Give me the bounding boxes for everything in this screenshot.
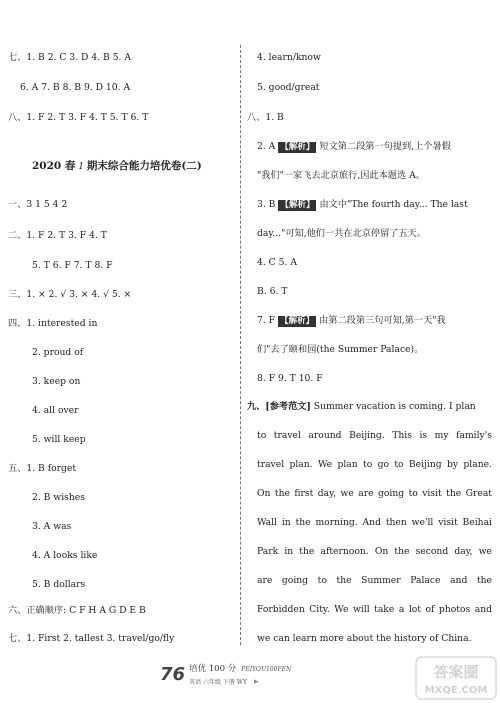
answer-line: 七、1. First 2. tallest 3. travel/go/fly [8,633,175,644]
explanation-line: day..."可知,他们一共在北京停留了五天。 [257,228,427,239]
handwritten-mark: 1 [75,162,87,172]
brand-name: 培优 100 分 [189,664,237,674]
essay-line: we can learn more about the history of China. [257,633,472,644]
essay-text: Summer vacation is coming. I plan [313,401,476,412]
analysis-tag: 【解析】 [280,316,315,326]
answer-line: 4. C 5. A [257,257,297,268]
answer-line: 8. F 9. T 10. F [257,373,323,384]
watermark-bottom: MXQE.COM [424,685,488,696]
book-subject: 英语 六年级 下册 WY [189,679,247,686]
answer-line: 6. A 7. B 8. B 9. D 10. A [20,82,131,93]
answer-line: 一、3 1 5 4 2 [8,199,68,210]
analysis-text: 由第二段第三句可知,第一天"我 [319,315,446,326]
essay-line: Forbidden City. We will take a lot of photos and [257,604,492,615]
answer-line: 4. all over [32,405,79,416]
brand-pinyin: PEIYOU100FEN [241,666,292,673]
essay-line: to travel around Beijing. This is my family's [257,430,492,441]
analysis-tag: 【解析】 [280,142,315,152]
explanation-line [257,141,451,153]
essay-line: Wall in the morning. And then we'll visit Beihai [257,517,492,528]
page-number: 76 [160,663,186,685]
model-essay-label: 九、[参考范文] [247,401,311,412]
page-footer [160,661,340,687]
answer-line: 4. learn/know [257,52,321,63]
answer-line: 七、1. B 2. C 3. D 4. B 5. A [8,52,132,63]
section-title-year: 2020 春 [32,160,76,172]
watermark-logo [414,655,498,701]
section-title [32,160,202,173]
question-number: 7. F [257,315,276,326]
analysis-text: 由文中"The fourth day... The last [319,199,468,210]
analysis-text: 短文第二段第一句提到,上个暑假 [319,141,451,152]
explanation-line: 们"去了颐和园(the Summer Palace)。 [257,344,424,355]
essay-line: travel plan. We plan to go to Beijing by plane. [257,459,492,470]
answer-line: 八、1. F 2. T 3. F 4. T 5. T 6. T [8,112,149,123]
answer-line: B. 6. T [257,286,288,297]
essay-line: On the first day, we are going to visit the Great [257,488,492,499]
essay-line [247,401,492,413]
answer-line: 2. B wishes [32,492,85,503]
answer-line: 3. keep on [32,376,81,387]
column-divider [240,45,241,645]
answer-line: 4. A looks like [32,550,98,561]
answer-line: 八、1. B [247,112,284,123]
answer-line: 2. proud of [32,347,84,358]
answer-line: 3. A was [32,521,72,532]
answer-line: 5. T 6. F 7. T 8. F [32,260,113,271]
answer-line: 5. will keep [32,434,86,445]
explanation-line [257,315,446,327]
answer-line: 六、正确顺序: C F H A G D E B [8,605,146,616]
section-title-text: 期末综合能力培优卷(二) [86,160,202,172]
explanation-line [257,199,468,211]
explanation-line: "我们"一家飞去北京旅行,因此本题选 A。 [257,170,425,181]
answer-line: 四、1. interested in [8,318,98,329]
answer-line: 三、1. × 2. √ 3. × 4. √ 5. × [8,289,132,300]
answer-line: 5. good/great [257,82,320,93]
essay-line: Park in the afternoon. On the second day, we [257,546,492,557]
answer-line: 二、1. F 2. T 3. F 4. T [8,230,107,241]
question-number: 2. A [257,141,276,152]
analysis-tag: 【解析】 [280,200,315,210]
footer-branding [189,661,291,687]
answer-line: 5. B dollars [32,579,86,590]
answer-line: 五、1. B forget [8,463,77,474]
watermark-top: 答案圈 [433,663,479,681]
arrow-icon: ▸ [254,677,259,687]
question-number: 3. B [257,199,276,210]
essay-line: are going to the Summer Palace and the [257,575,492,586]
